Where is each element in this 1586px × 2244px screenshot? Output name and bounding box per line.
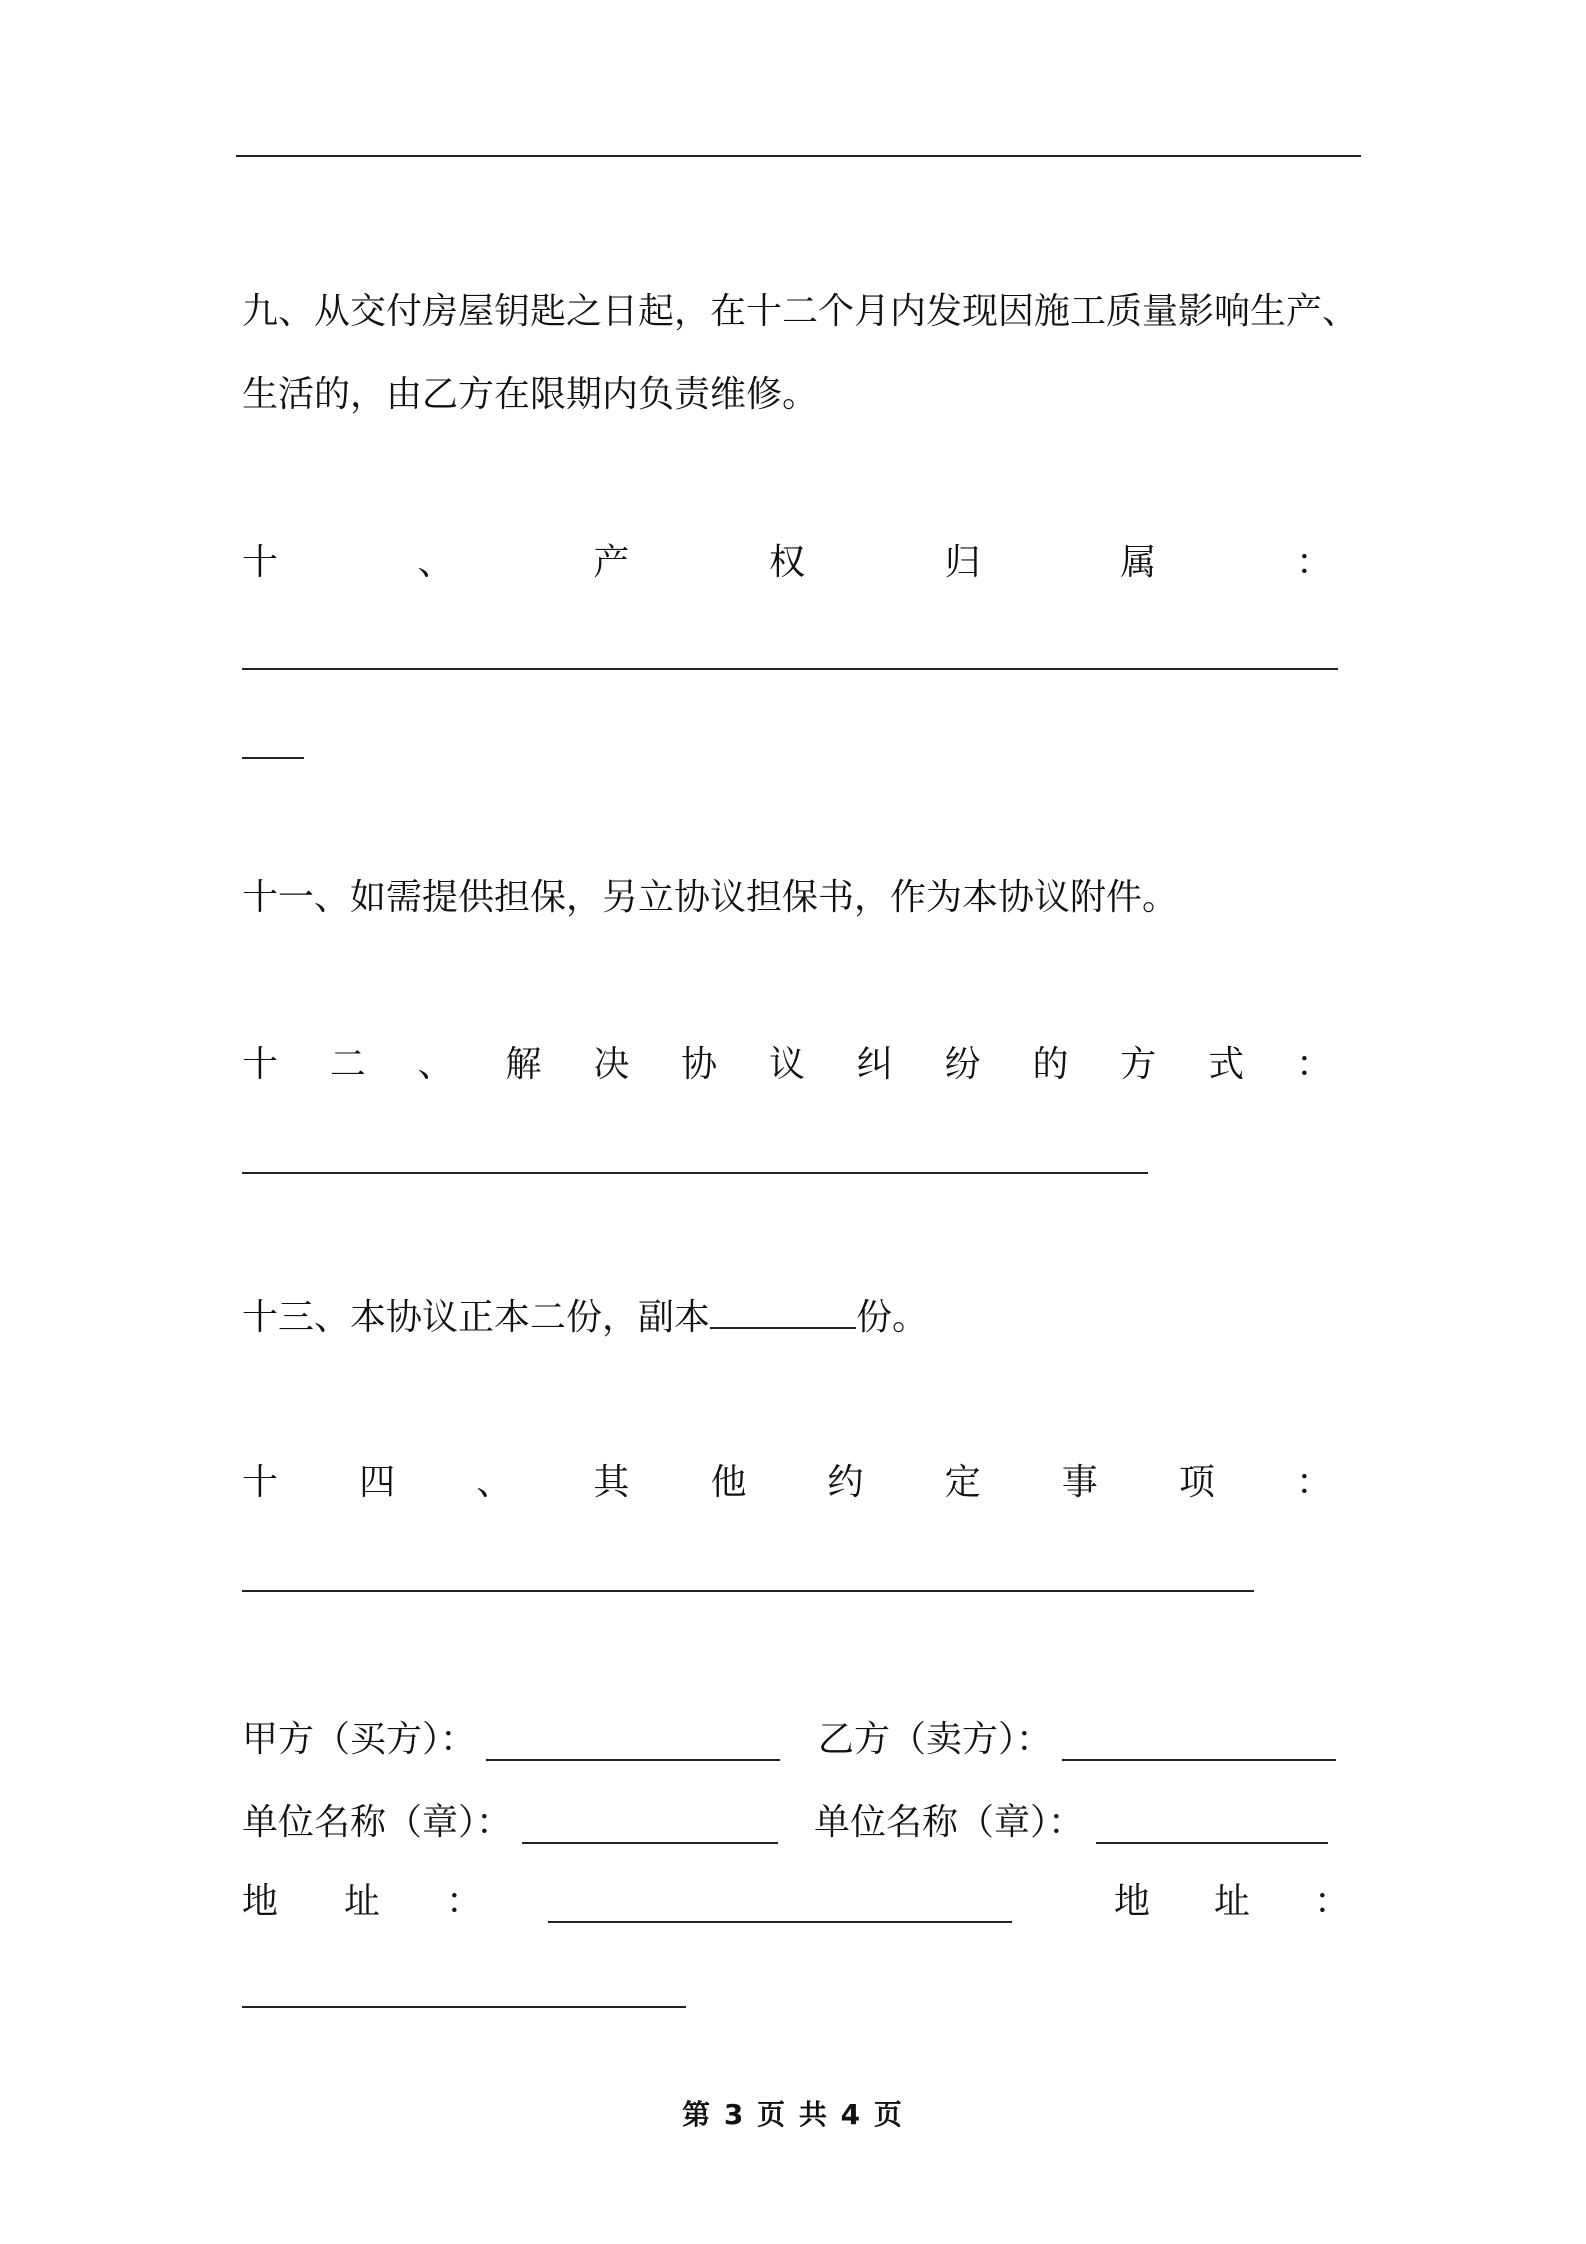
address-a-char: 址 xyxy=(344,1881,381,1922)
page-number: 第 3 页 共 4 页 xyxy=(682,2098,904,2131)
clause-12-char: 二 xyxy=(329,1044,366,1085)
clause-14-char: ： xyxy=(1295,1462,1332,1503)
clause-14-char: 约 xyxy=(827,1462,864,1503)
clause-11-text: 十一、如需提供担保，另立协议担保书，作为本协议附件。 xyxy=(242,877,1179,918)
clause-12-blank-line[interactable] xyxy=(242,1172,1148,1174)
party-a-label: 甲方（买方）： xyxy=(242,1719,477,1760)
clause-12-char: 式 xyxy=(1208,1044,1245,1085)
clause-10-char: ： xyxy=(1295,542,1332,583)
clause-9-line-2: 生活的，由乙方在限期内负责维修。 xyxy=(242,374,819,415)
unit-a-blank[interactable] xyxy=(522,1842,778,1844)
clause-10-char: 十 xyxy=(242,542,279,583)
clause-10-char: 权 xyxy=(768,542,805,583)
clause-14-char: 四 xyxy=(359,1462,396,1503)
clause-12-char: ： xyxy=(1295,1044,1332,1085)
clause-10-char: 归 xyxy=(944,542,981,583)
clause-14-heading xyxy=(242,1461,1332,1505)
clause-9-line-1: 九、从交付房屋钥匙之日起，在十二个月内发现因施工质量影响生产、 xyxy=(242,291,1359,332)
clause-14-char: 、 xyxy=(476,1462,513,1503)
address-a-char: 地 xyxy=(242,1881,279,1922)
clause-14-char: 事 xyxy=(1061,1462,1098,1503)
clause-12-char: 议 xyxy=(768,1044,805,1085)
address-b-blank[interactable] xyxy=(242,2006,686,2008)
clause-12-char: 协 xyxy=(681,1044,718,1085)
clause-10-char: 、 xyxy=(417,542,454,583)
clause-12-char: 方 xyxy=(1120,1044,1157,1085)
header-rule xyxy=(236,155,1361,157)
clause-14-char: 定 xyxy=(944,1462,981,1503)
clause-12-char: 解 xyxy=(505,1044,542,1085)
copies-blank[interactable] xyxy=(710,1297,856,1329)
party-b-label: 乙方（卖方）： xyxy=(818,1719,1053,1760)
clause-14-blank-line[interactable] xyxy=(242,1590,1254,1592)
address-b-char: 地 xyxy=(1114,1881,1151,1922)
clause-14-char: 项 xyxy=(1178,1462,1215,1503)
address-b-char: ： xyxy=(1314,1881,1351,1922)
clause-14-char: 其 xyxy=(593,1462,630,1503)
clause-12-char: 十 xyxy=(242,1044,279,1085)
clause-13-suffix: 份。 xyxy=(856,1297,929,1338)
clause-10-char: 产 xyxy=(593,542,630,583)
clause-10-char: 属 xyxy=(1120,542,1157,583)
address-a-blank[interactable] xyxy=(548,1921,1012,1923)
clause-12-char: 的 xyxy=(1032,1044,1069,1085)
unit-b-label: 单位名称（章）： xyxy=(814,1802,1085,1843)
unit-a-label: 单位名称（章）： xyxy=(242,1802,513,1843)
clause-10-heading xyxy=(242,541,1332,585)
clause-13-prefix: 十三、本协议正本二份，副本 xyxy=(242,1297,711,1338)
clause-14-char: 十 xyxy=(242,1462,279,1503)
address-a-char: ： xyxy=(446,1881,483,1922)
party-b-blank[interactable] xyxy=(1062,1759,1336,1761)
clause-10-blank-line-1[interactable] xyxy=(242,668,1338,670)
unit-b-blank[interactable] xyxy=(1096,1842,1328,1844)
clause-12-heading xyxy=(242,1043,1332,1087)
clause-12-char: 纠 xyxy=(856,1044,893,1085)
clause-12-char: 决 xyxy=(593,1044,630,1085)
clause-13-text xyxy=(242,1296,928,1340)
clause-12-char: 、 xyxy=(417,1044,454,1085)
clause-14-char: 他 xyxy=(710,1462,747,1503)
party-a-blank[interactable] xyxy=(486,1759,780,1761)
clause-12-char: 纷 xyxy=(944,1044,981,1085)
address-b-char: 址 xyxy=(1214,1881,1251,1922)
clause-10-blank-line-2[interactable] xyxy=(242,757,304,759)
